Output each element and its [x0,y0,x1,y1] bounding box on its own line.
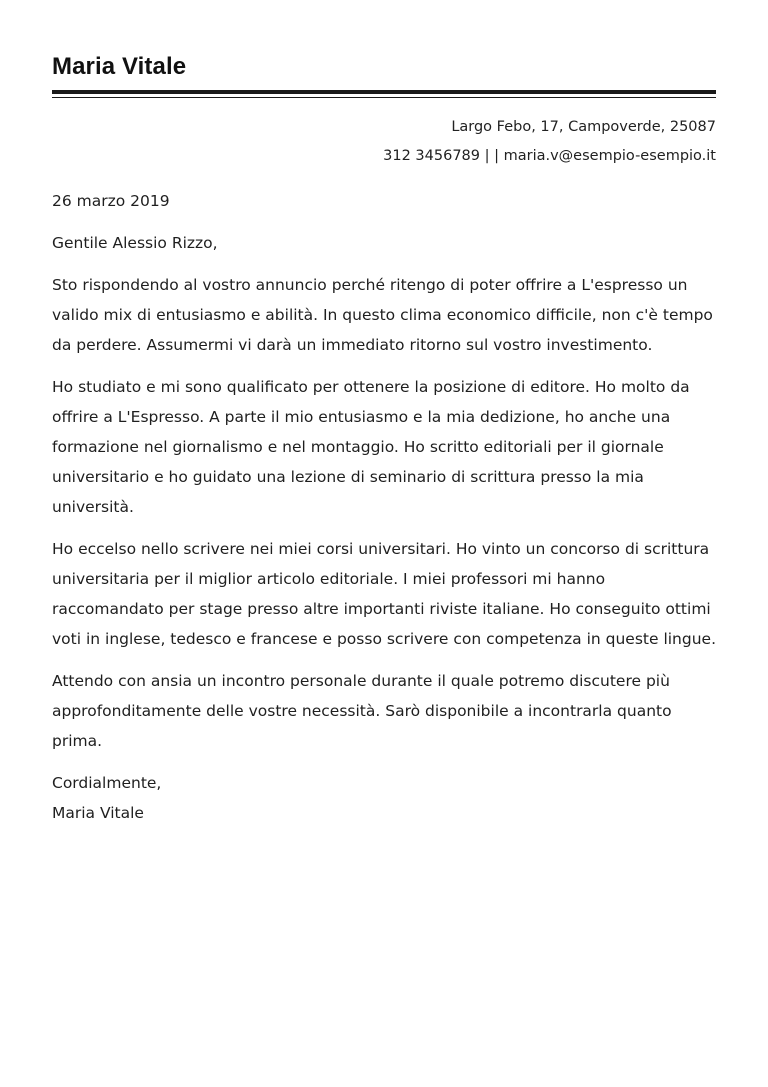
letter-paragraph-2: Ho studiato e mi sono qualificato per ottenere la posizione di editore. Ho molto da offrire a L'Espresso. A parte il mio entusiasmo e la mia dedizione, ho anche una formazione nel giornalismo e nel montaggio. Ho scritto editoriali per il giornale universitario e ho guidato una lezione di seminario di scrittura presso la mia università. [52,378,690,516]
letter-paragraph-1: Sto rispondendo al vostro annuncio perché ritengo di poter offrire a L'espresso un valido mix di entusiasmo e abilità. In questo clima economico difficile, non c'è tempo da perdere. Assumermi vi darà un immediato ritorno sul vostro investimento. [52,276,713,354]
sender-name: Maria Vitale [52,53,187,80]
letter-closing: Cordialmente, [52,774,162,792]
header-rule-thick [52,90,716,94]
header-rule-thin [52,97,716,98]
contact-block [383,113,716,171]
letter-signature: Maria Vitale [52,804,144,822]
letter-body [52,186,720,828]
letter-date: 26 marzo 2019 [52,192,170,210]
letter-paragraph-4: Attendo con ansia un incontro personale durante il quale potremo discutere più approfonditamente delle vostre necessità. Sarò disponibile a incontrarla quanto prima. [52,672,672,750]
contact-phone-email: 312 3456789 | | maria.v@esempio-esempio.it [383,148,716,164]
letter-paragraph-3: Ho eccelso nello scrivere nei miei corsi universitari. Ho vinto un concorso di scrittura universitaria per il miglior articolo editoriale. I miei professori mi hanno raccomandato per stage presso altre importanti riviste italiane. Ho conseguito ottimi voti in inglese, tedesco e francese e posso scrivere con competenza in queste lingue. [52,540,717,648]
contact-address: Largo Febo, 17, Campoverde, 25087 [451,119,716,135]
letter-salutation: Gentile Alessio Rizzo, [52,234,218,252]
